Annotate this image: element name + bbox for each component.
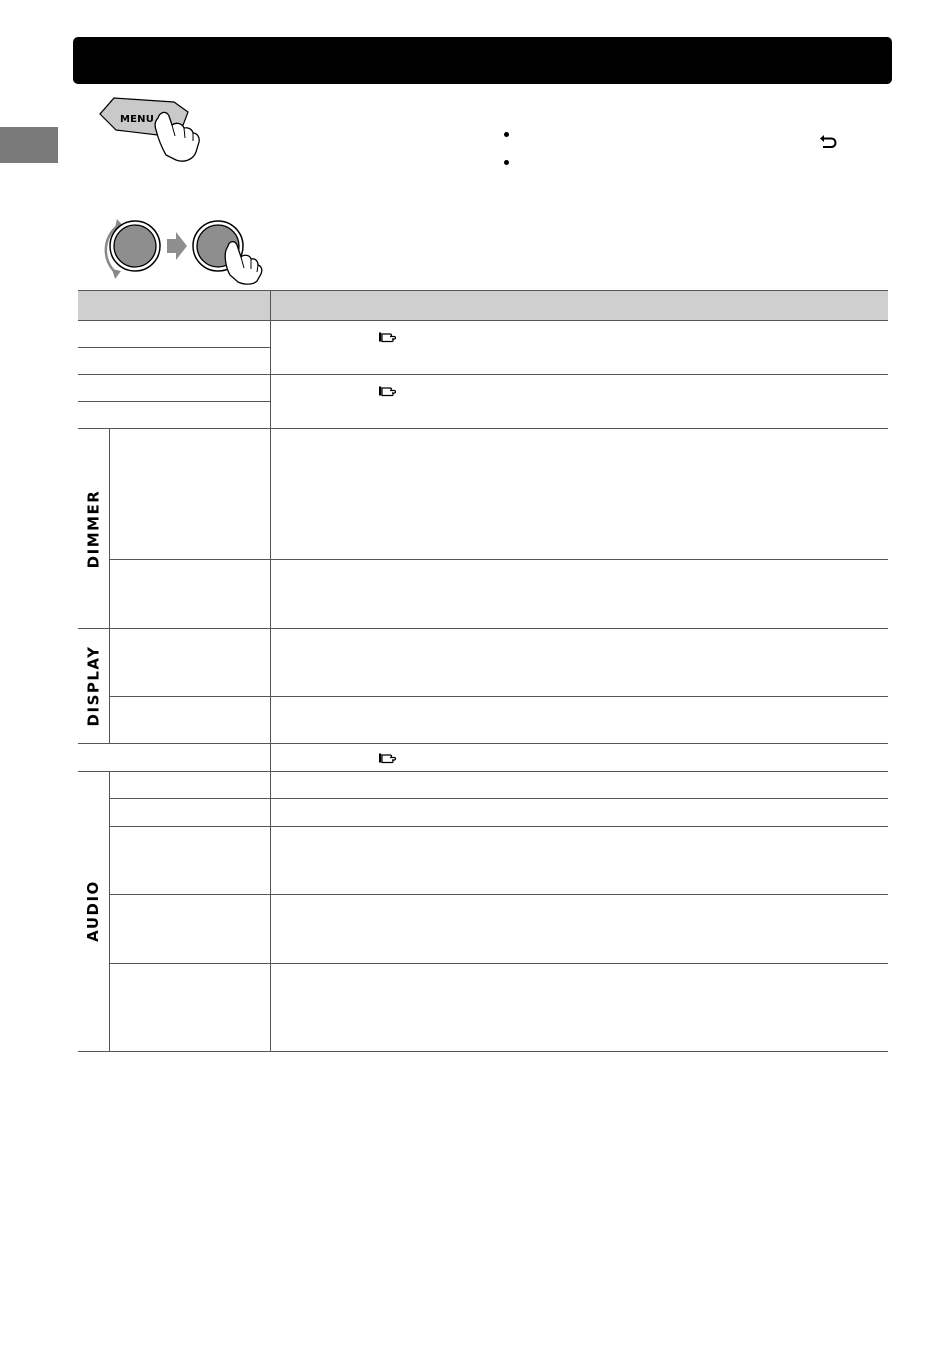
pointing-hand-reference-icon: [379, 331, 397, 343]
category-cell-display: [78, 629, 109, 744]
table-row: [78, 321, 888, 348]
header-cell-description: [270, 291, 888, 321]
table-header-row: [78, 291, 888, 321]
description-cell: [270, 375, 888, 429]
item-cell: [109, 429, 270, 560]
table-row: [78, 964, 888, 1052]
bullet-1: [504, 132, 509, 137]
item-cell: [109, 964, 270, 1052]
item-cell: [78, 321, 270, 348]
table-row: [78, 827, 888, 895]
item-cell: [78, 348, 270, 375]
description-cell: [270, 744, 888, 772]
return-arrow-icon: [818, 131, 838, 149]
menu-button-press-illustration: [96, 92, 206, 164]
menu-button-label: MENU: [120, 114, 155, 125]
item-cell: [109, 895, 270, 964]
description-cell: [270, 772, 888, 799]
table-row: [78, 629, 888, 697]
category-label-display: DISPLAY: [84, 645, 103, 727]
category-cell-audio: [78, 772, 109, 1052]
category-label-dimmer: DIMMER: [84, 489, 103, 568]
description-cell: [270, 429, 888, 560]
description-cell: [270, 629, 888, 697]
item-cell: [109, 827, 270, 895]
pointing-hand-reference-icon: [379, 385, 397, 397]
table-row: [78, 772, 888, 799]
description-cell: [270, 895, 888, 964]
page-title-bar: [73, 37, 892, 84]
description-cell: [270, 559, 888, 628]
table-row: [78, 429, 888, 560]
category-cell-dimmer: [78, 429, 109, 629]
description-cell: [270, 697, 888, 744]
table-row: [78, 744, 888, 772]
table-row: [78, 375, 888, 402]
settings-table: [78, 290, 888, 1052]
table-row: [78, 799, 888, 827]
table-row: [78, 559, 888, 628]
description-cell: [270, 321, 888, 375]
item-cell: [109, 629, 270, 697]
item-cell: [109, 559, 270, 628]
table-row: [78, 697, 888, 744]
description-cell: [270, 964, 888, 1052]
bullet-2: [504, 160, 509, 165]
item-cell: [78, 402, 270, 429]
description-cell: [270, 827, 888, 895]
item-cell: [109, 697, 270, 744]
item-cell: [78, 375, 270, 402]
item-cell: [109, 772, 270, 799]
header-cell-item: [78, 291, 270, 321]
table-row: [78, 895, 888, 964]
section-tab: [0, 127, 58, 163]
category-label-audio: AUDIO: [84, 879, 103, 942]
item-cell: [78, 744, 270, 772]
pointing-hand-reference-icon: [379, 752, 397, 764]
item-cell: [109, 799, 270, 827]
control-dial-turn-press-illustration: [104, 213, 269, 285]
description-cell: [270, 799, 888, 827]
